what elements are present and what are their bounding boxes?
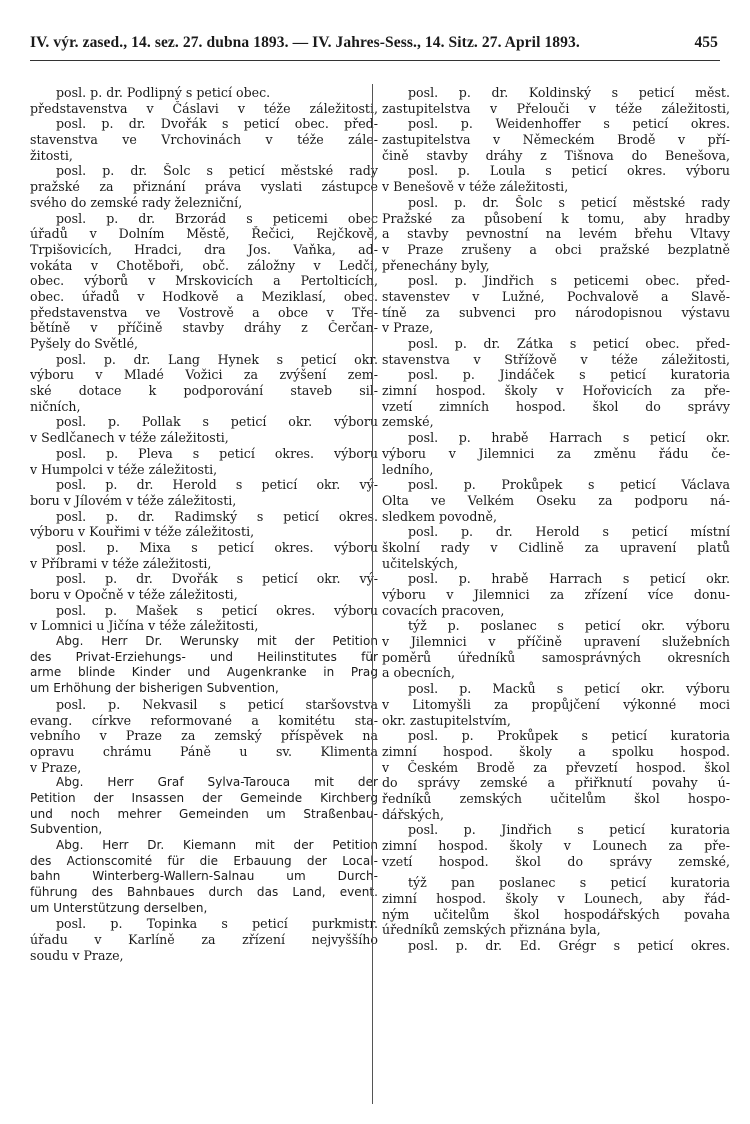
text-line: obec. úřadů v Hodkově a Meziklasí, obec. (30, 288, 378, 304)
text-line: opravu chrámu Páně u sv. Klimenta (30, 743, 378, 759)
text-line: Pyšely do Světlé, (30, 336, 139, 351)
text-line: und noch mehrer Gemeinden um Straßenbau- (30, 806, 378, 821)
text-line: des Privat-Erziehungs- und Heilinstitutes für (30, 649, 378, 664)
text-line: posl. p. hrabě Harrach s peticí okr. (408, 571, 730, 587)
text-line: zimní hospod. školy v Hořovicích za pře- (382, 383, 730, 399)
text-line: do správy zemské a přiřknutí povahy ú- (382, 775, 730, 791)
text-line: bahn Winterberg-Wallern-Salnau um Durch- (30, 869, 378, 884)
text-line: v Lomnici u Jičína v téže záležitosti, (30, 618, 259, 634)
text-line: v Sedlčanech v téže záležitosti, (30, 430, 229, 446)
text-line: čině stavby dráhy z Tišnova do Benešova, (382, 147, 730, 163)
text-line: zemské, (382, 414, 434, 430)
text-line: v Praze, (30, 759, 82, 775)
text-line: Subvention, (30, 822, 103, 837)
text-line: Abg. Herr Dr. Werunsky mit der Petition (56, 634, 378, 649)
text-line: týž p. poslanec s peticí okr. výboru (408, 618, 730, 634)
text-line: arme blinde Kinder und Augenkranke in Prag (30, 665, 378, 680)
text-line: vzetí hospod. škol do správy zemské, (382, 853, 730, 869)
text-line: v Příbrami v téže záležitosti, (30, 555, 212, 571)
text-line: soudu v Praze, (30, 947, 124, 963)
text-line: zimní hospod. školy v Lounech za pře- (382, 838, 730, 853)
text-line: Petition der Insassen der Gemeinde Kirchberg (30, 790, 378, 805)
text-line: ské dotace k podporování staveb sil- (30, 383, 378, 399)
text-line: boru v Opočně v téže záležitosti, (30, 587, 238, 602)
text-line: výboru v Jilemnici za zřízení více donu- (382, 587, 730, 602)
text-line: Abg. Herr Graf Sylva-Tarouca mit der (56, 775, 378, 790)
text-line: Trpišovicích, Hradci, dra Jos. Vaňka, ad- (30, 241, 378, 257)
column-divider (372, 84, 373, 1104)
text-line: um Erhöhung der bisherigen Subvention, (30, 681, 279, 696)
page-header (30, 34, 720, 52)
text-line: dářských, (382, 806, 444, 822)
text-line: posl. p. dr. Šolc s peticí městské rady (408, 194, 730, 210)
text-line: učitelských, (382, 555, 459, 571)
text-line: obec. výborů v Mrskovicích a Pertolticích, (30, 273, 378, 289)
text-line: posl. p. dr. Ed. Grégr s peticí okres. (408, 938, 730, 954)
header-title: IV. výr. zased., 14. sez. 27. dubna 1893. — IV. Jahres-Sess., 14. Sitz. 27. April 1893. (30, 34, 580, 51)
text-line: v Litomyšli za propůjčení výkonné moci (382, 696, 730, 712)
text-line: posl. p. Prokůpek s peticí Václava (408, 477, 730, 493)
text-line: covacích pracoven, (382, 602, 505, 618)
text-line: posl. p. dr. Dvořák s peticí okr. vý- (56, 571, 378, 587)
text-line: posl. p. dr. Dvořák s peticí obec. před- (56, 116, 378, 132)
page-number: 455 (694, 34, 718, 51)
text-line: Olta ve Velkém Oseku za podporu ná- (382, 492, 730, 508)
text-line: posl. p. dr. Zátka s peticí obec. před- (408, 336, 730, 351)
text-line: bětíně v příčině stavby dráhy z Čerčan- (30, 320, 378, 336)
text-line: a obecních, (382, 665, 455, 681)
text-line: zimní hospod. školy a spolku hospod. (382, 743, 730, 759)
text-line: posl. p. hrabě Harrach s peticí okr. (408, 430, 730, 446)
text-line: Abg. Herr Dr. Kiemann mit der Petition (56, 838, 378, 852)
text-line: tíně za subvenci pro národopisnou výstavu (382, 304, 730, 320)
text-line: posl. p. Loula s peticí okres. výboru (408, 163, 730, 179)
text-line: posl. p. Jindřich s peticí kuratoria (408, 822, 730, 838)
text-line: ným učitelům škol hospodářských povaha (382, 906, 730, 922)
text-line: v Humpolci v téže záležitosti, (30, 461, 218, 477)
text-line: zastupitelstva v Přelouči v téže záležitosti, (382, 100, 730, 116)
text-line: výboru v Mladé Vožici za zvýšení zem- (30, 367, 378, 383)
text-line: posl. p. dr. Podlipný s peticí obec. (56, 85, 271, 100)
text-line: stavenstva v Střížově v téže záležitosti, (382, 351, 730, 367)
text-line: výboru v Jilemnici za změnu řádu če- (382, 445, 730, 461)
right-column (382, 85, 730, 954)
text-line: boru v Jílovém v téže záležitosti, (30, 492, 237, 508)
text-line: vebního v Praze za zemský příspěvek na (30, 728, 378, 744)
text-line: posl. p. Jindáček s peticí kuratoria (408, 367, 730, 383)
text-line: posl. p. dr. Koldinský s peticí měst. (408, 85, 730, 100)
text-line: okr. zastupitelstvím, (382, 712, 511, 728)
text-line: um Unterstützung derselben, (30, 900, 208, 915)
text-line: posl. p. Pollak s peticí okr. výboru (56, 414, 378, 430)
text-line: v Praze zrušeny a obci pražské bezplatně (382, 241, 730, 257)
text-line: posl. p. Jindřich s peticemi obec. před- (408, 273, 730, 289)
text-line: zastupitelstva v Německém Brodě v pří- (382, 132, 730, 148)
text-line: a stavby pevnostní na levém břehu Vltavy (382, 226, 730, 242)
text-line: svého do zemské rady železniční, (30, 194, 243, 210)
text-line: představenstva v Čáslavi v téže záležitosti, (30, 100, 378, 116)
text-line: evang. církve reformované a komitétu sta- (30, 712, 378, 728)
text-line: posl. p. dr. Lang Hynek s peticí okr. (56, 351, 378, 367)
text-line: poměrů úředníků samosprávných okresních (382, 649, 730, 665)
text-line: školní rady v Cidlině za upravení platů (382, 539, 730, 555)
text-line: posl. p. dr. Šolc s peticí městské rady (56, 163, 378, 179)
text-line: žitosti, (30, 147, 73, 163)
text-line: úřadu v Karlíně za zřízení nejvyššího (30, 932, 378, 948)
text-line: ledního, (382, 461, 434, 477)
text-line: představenstva ve Vostrově a obce v Tře- (30, 304, 378, 320)
text-line: úřadů v Dolním Městě, Řečici, Rejčkově, (30, 226, 378, 242)
text-line: sledkem povodně, (382, 508, 498, 524)
text-line: ředníků zemských učitelům škol hospo- (382, 790, 730, 806)
text-line: úředníků zemských přiznána byla, (382, 922, 601, 938)
text-line: týž pan poslanec s peticí kuratoria (408, 875, 730, 891)
text-line: vokáta v Chotěboři, obč. záložny v Ledči, (30, 257, 378, 273)
text-line: pražské za přiznání práva vyslati zástupce (30, 179, 378, 195)
text-line: zimní hospod. školy v Lounech, aby řád- (382, 891, 730, 907)
text-line: posl. p. dr. Brzorád s peticemi obec (56, 210, 378, 226)
text-line: posl. p. dr. Herold s peticí okr. vý- (56, 477, 378, 493)
text-line: posl. p. Nekvasil s peticí staršovstva (56, 696, 378, 712)
text-line: stavenstva ve Vrchovinách v téže zále- (30, 132, 378, 148)
text-line: přenechány byly, (382, 257, 490, 273)
text-line: posl. p. Topinka s peticí purkmistr. (56, 916, 378, 932)
text-line: posl. p. Mixa s peticí okres. výboru (56, 539, 378, 555)
text-line: v Českém Brodě za převzetí hospod. škol (382, 759, 730, 775)
text-line: posl. p. Prokůpek s peticí kuratoria (408, 728, 730, 744)
header-rule (30, 60, 720, 61)
left-column (30, 85, 378, 964)
text-line: posl. p. Mašek s peticí okres. výboru (56, 602, 378, 618)
text-line: ničních, (30, 398, 81, 414)
text-line: vzetí zimních hospod. škol do správy (382, 398, 730, 414)
text-line: stavenstev v Lužné, Pochvalově a Slavě- (382, 288, 730, 304)
text-line: v Jilemnici v příčině upravení služebních (382, 634, 730, 650)
text-line: posl. p. Weidenhoffer s peticí okres. (408, 116, 730, 132)
text-line: v Praze, (382, 320, 434, 336)
text-line: des Actionscomité für die Erbauung der Local- (30, 853, 378, 868)
text-line: posl. p. dr. Radimský s peticí okres. (56, 508, 378, 524)
text-line: posl. p. Pleva s peticí okres. výboru (56, 445, 378, 461)
text-line: v Benešově v téže záležitosti, (382, 179, 569, 195)
text-line: výboru v Kouřimi v téže záležitosti, (30, 524, 255, 540)
text-line: posl. p. Macků s peticí okr. výboru (408, 681, 730, 697)
text-line: führung des Bahnbaues durch das Land, event. (30, 885, 378, 900)
text-line: Pražské za působení k tomu, aby hradby (382, 210, 730, 226)
text-line: posl. p. dr. Herold s peticí místní (408, 524, 730, 540)
